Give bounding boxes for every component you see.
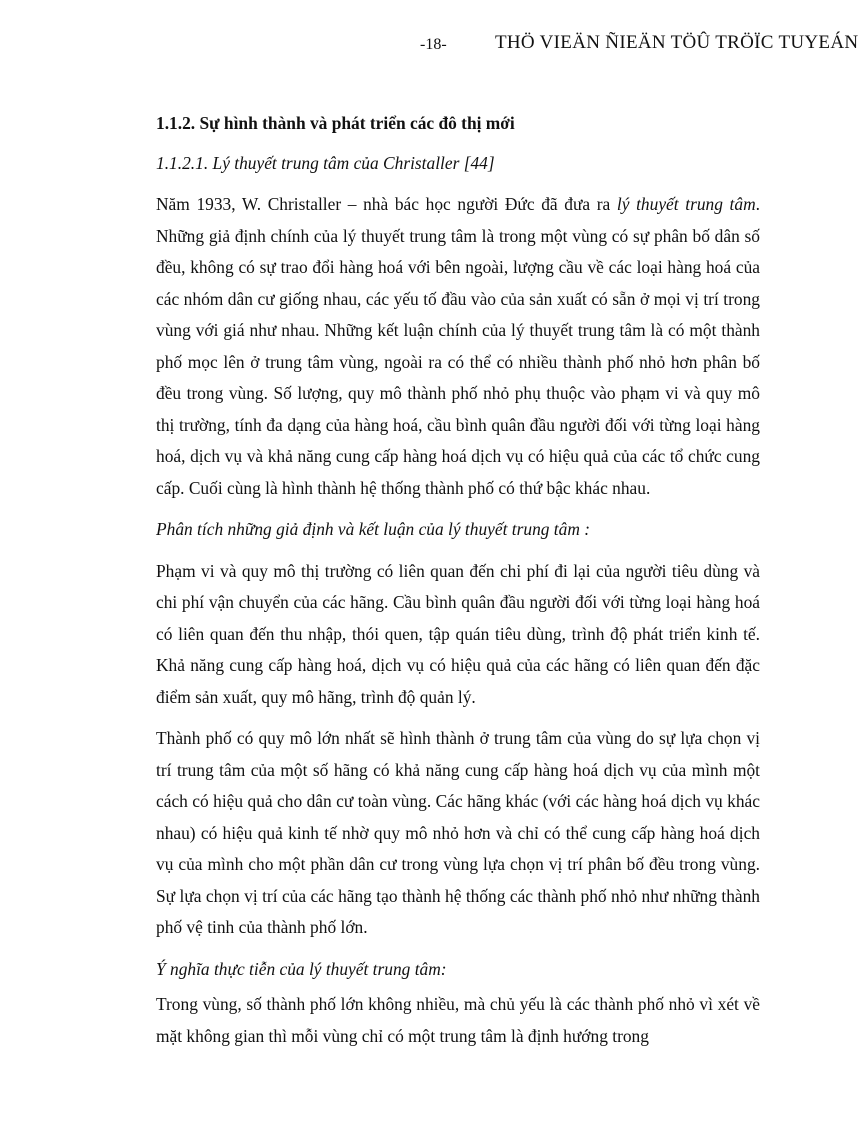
paragraph-3: Thành phố có quy mô lớn nhất sẽ hình thành ở trung tâm của vùng do sự lựa chọn vị trí trung tâm của một số hãng có khả năng cung cấp hàng hoá dịch vụ của mình một cách có hiệu quả cho dân cư toàn vùng. Các hãng khác (với các hàng hoá dịch vụ khác nhau) có hiệu quả kinh tế nhờ quy mô nhỏ hơn và chỉ có thể cung cấp hàng hoá dịch vụ của mình cho một phần dân cư trong vùng lựa chọn vị trí phân bố đều trong vùng. Sự lựa chọn vị trí của các hãng tạo thành hệ thống các thành phố nhỏ như những thành phố vệ tinh của thành phố lớn. xyxy=(156,728,760,937)
paragraph-2: Phạm vi và quy mô thị trường có liên quan đến chi phí đi lại của người tiêu dùng và chi phí vận chuyển của các hãng. Cầu bình quân đầu người đối với từng loại hàng hoá có liên quan đến thu nhập, thói quen, tập quán tiêu dùng, trình độ phát triển kinh tế. Khả năng cung cấp hàng hoá, dịch vụ có hiệu quả của các hãng có liên quan đến đặc điểm sản xuất, quy mô hãng, trình độ quản lý. xyxy=(156,560,760,707)
section-subheading: 1.1.2.1. Lý thuyết trung tâm của Christaller [44] xyxy=(156,152,495,173)
practical-heading: Ý nghĩa thực tiễn của lý thuyết trung tâm: xyxy=(156,958,447,979)
paragraph-1-rest: . Những giả định chính của lý thuyết trung tâm là trong một vùng có sự phân bố dân số đều, không có sự trao đổi hàng hoá với bên ngoài, lượng cầu về các loại hàng hoá của các nhóm dân cư giống nhau, các yếu tố đầu vào của sản xuất có sẵn ở mọi vị trí trong vùng với giá như nhau. Những kết luận chính của lý thuyết trung tâm là có một thành phố mọc lên ở trung tâm vùng, ngoài ra có thể có nhiều thành phố nhỏ hơn phân bố đều trong vùng. Số lượng, quy mô thành phố nhỏ phụ thuộc vào phạm vi và quy mô thị trường, tính đa dạng của hàng hoá, cầu bình quân đầu người đối với từng loại hàng hoá, dịch vụ và khả năng cung cấp hàng hoá dịch vụ có hiệu quả của các tổ chức cung cấp. Cuối cùng là hình thành hệ thống thành phố có thứ bậc khác nhau. xyxy=(156,194,761,498)
section-heading: 1.1.2. Sự hình thành và phát triển các đô thị mới xyxy=(156,113,515,133)
paragraph-1 xyxy=(156,189,760,504)
paragraph-4: Trong vùng, số thành phố lớn không nhiều, mà chủ yếu là các thành phố nhỏ vì xét về mặt không gian thì mỗi vùng chỉ có một trung tâm là định hướng trong xyxy=(156,994,760,1046)
analysis-heading: Phân tích những giả định và kết luận của lý thuyết trung tâm : xyxy=(156,519,591,539)
paragraph-1-italic-term: lý thuyết trung tâm xyxy=(616,194,756,214)
header-title: THÖ VIEÄN ÑIEÄN TÖÛ TRÖÏC TUYEÁN xyxy=(495,32,858,53)
page-header xyxy=(0,30,858,60)
document-body xyxy=(156,108,760,1052)
paragraph-1-start: Năm 1933, W. Christaller – nhà bác học người Đức đã đưa ra xyxy=(156,194,617,214)
page-number: -18- xyxy=(420,36,447,53)
